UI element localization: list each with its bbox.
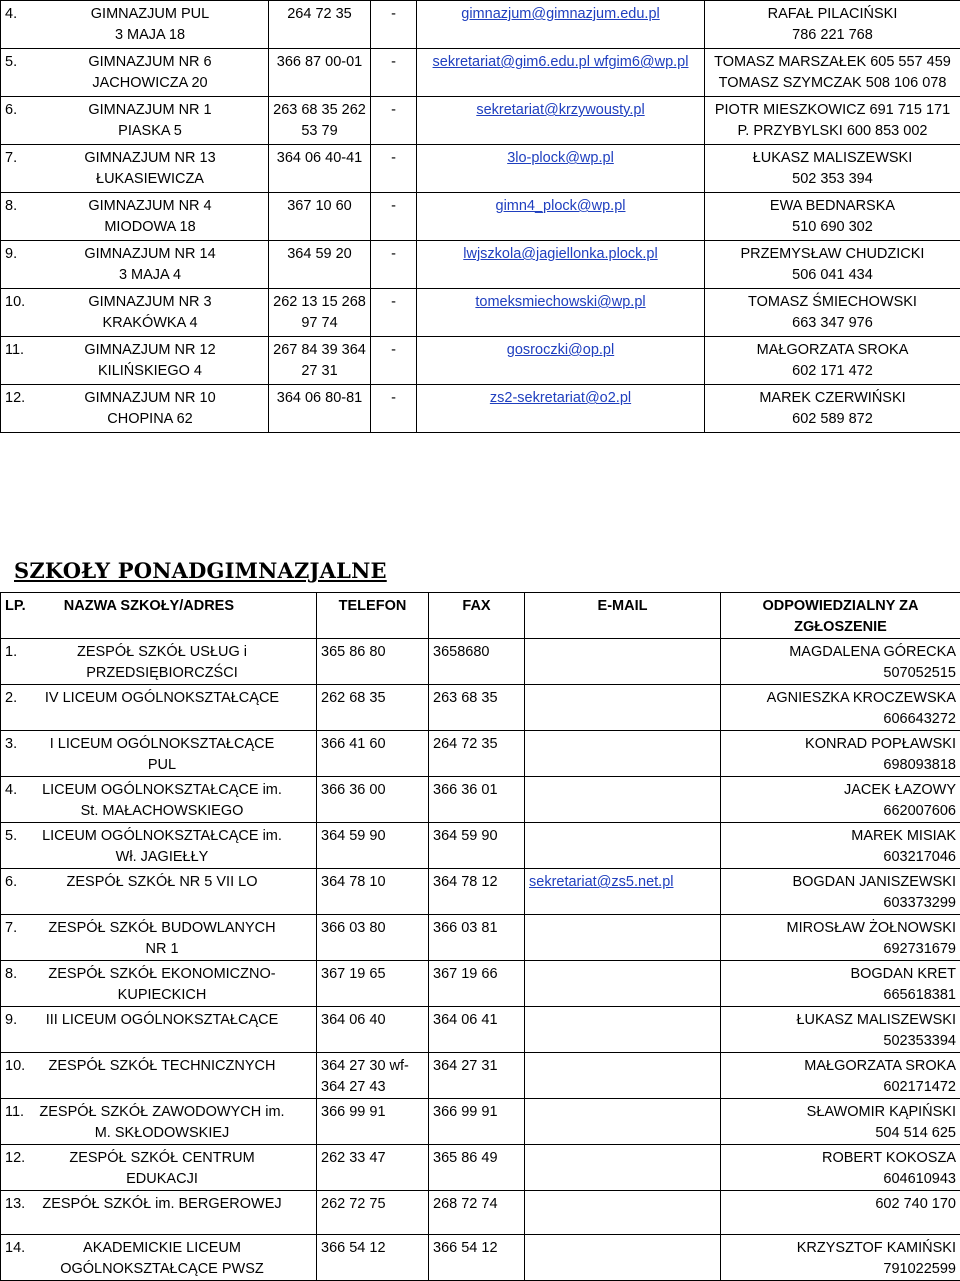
responsible-person: 602 740 170 — [875, 1196, 956, 1212]
school-address: KRAKÓWKA 4 — [102, 315, 197, 331]
school-name-block — [37, 826, 287, 868]
szkola-row — [1, 731, 960, 777]
school-cell — [1, 1007, 317, 1053]
gimnazjum-row — [1, 193, 960, 241]
phone-cell: 366 99 91 — [317, 1099, 429, 1145]
gimnazjum-row — [1, 49, 960, 97]
responsible-person: KONRAD POPŁAWSKI — [805, 736, 956, 752]
szkola-row — [1, 1235, 960, 1281]
person-cell — [721, 823, 960, 869]
email-cell — [417, 193, 705, 241]
email-link[interactable]: sekretariat@zs5.net.pl — [529, 874, 673, 890]
szkola-row — [1, 1099, 960, 1145]
email-cell — [525, 1145, 721, 1191]
responsible-phone: 502353394 — [883, 1033, 956, 1049]
school-name: I LICEUM OGÓLNOKSZTAŁCĄCE PUL — [50, 736, 275, 773]
school-address: CHOPINA 62 — [107, 411, 192, 427]
school-name-block — [45, 100, 255, 142]
responsible-person: SŁAWOMIR KĄPIŃSKI — [807, 1104, 956, 1120]
school-name: GIMNAZJUM NR 1 — [88, 102, 211, 118]
school-address: ŁUKASIEWICZA — [96, 171, 204, 187]
responsible-phone: 698093818 — [883, 757, 956, 773]
szkola-row — [1, 1053, 960, 1099]
responsible-phone: 603373299 — [883, 895, 956, 911]
email-link[interactable]: gimn4_plock@wp.pl — [496, 198, 626, 214]
email-cell — [525, 961, 721, 1007]
email-cell — [525, 1191, 721, 1235]
phone-cell: 364 06 40-41 — [269, 145, 371, 193]
school-name: ZESPÓŁ SZKÓŁ EKONOMICZNO-KUPIECKICH — [48, 966, 275, 1003]
email-cell — [525, 731, 721, 777]
email-cell — [525, 639, 721, 685]
email-cell — [417, 1, 705, 49]
fax-cell: - — [371, 145, 417, 193]
school-name-block — [37, 918, 287, 960]
responsible-person: MAREK MISIAK — [851, 828, 956, 844]
school-name-block — [37, 1238, 287, 1280]
fax-cell: 263 68 35 — [429, 685, 525, 731]
responsible-phone: 692731679 — [883, 941, 956, 957]
responsible-person: AGNIESZKA KROCZEWSKA — [767, 690, 956, 706]
school-cell — [1, 1099, 317, 1145]
szkola-row — [1, 869, 960, 915]
school-name: ZESPÓŁ SZKÓŁ USŁUG i PRZEDSIĘBIORCZŚCI — [77, 644, 247, 681]
person-cell — [705, 49, 960, 97]
responsible-person: ŁUKASZ MALISZEWSKI — [753, 150, 913, 166]
gimnazjum-row — [1, 289, 960, 337]
responsible-person: MAŁGORZATA SROKA — [804, 1058, 956, 1074]
email-link[interactable]: sekretariat@krzywousty.pl — [476, 102, 644, 118]
email-link[interactable]: zs2-sekretariat@o2.pl — [490, 390, 631, 406]
responsible-person: JACEK ŁAZOWY — [844, 782, 956, 798]
email-link[interactable]: gimnazjum@gimnazjum.edu.pl — [461, 6, 659, 22]
school-name-block — [45, 196, 255, 238]
person-cell — [721, 961, 960, 1007]
phone-cell: 264 72 35 — [269, 1, 371, 49]
gimnazjum-row — [1, 241, 960, 289]
person-cell — [705, 289, 960, 337]
gimnazjum-row — [1, 145, 960, 193]
phone-cell: 364 06 40 — [317, 1007, 429, 1053]
person-cell — [721, 1007, 960, 1053]
fax-cell: - — [371, 241, 417, 289]
szkola-row — [1, 777, 960, 823]
school-cell — [1, 1191, 317, 1235]
szkola-row — [1, 915, 960, 961]
responsible-person: BOGDAN KRET — [850, 966, 956, 982]
school-cell — [1, 869, 317, 915]
person-cell — [721, 1191, 960, 1235]
email-link[interactable]: tomeksmiechowski@wp.pl — [475, 294, 645, 310]
phone-cell: 364 78 10 — [317, 869, 429, 915]
person-cell — [705, 193, 960, 241]
row-number: 2. — [5, 688, 27, 709]
email-cell — [525, 1235, 721, 1281]
gimnazjum-row — [1, 97, 960, 145]
person-cell — [705, 1, 960, 49]
email-cell — [525, 823, 721, 869]
responsible-phone: 504 514 625 — [875, 1125, 956, 1141]
school-cell — [1, 1235, 317, 1281]
row-number: 4. — [5, 4, 27, 25]
person-cell — [721, 1099, 960, 1145]
responsible-person: MAGDALENA GÓRECKA — [789, 644, 956, 660]
school-name: GIMNAZJUM NR 3 — [88, 294, 211, 310]
phone-cell: 364 59 90 — [317, 823, 429, 869]
school-name: IV LICEUM OGÓLNOKSZTAŁCĄCE — [45, 690, 279, 706]
row-number: 14. — [5, 1238, 27, 1259]
header-tel: TELEFON — [317, 593, 429, 639]
school-name: ZESPÓŁ SZKÓŁ im. BERGEROWEJ — [42, 1196, 281, 1212]
phone-cell: 366 54 12 — [317, 1235, 429, 1281]
school-name: AKADEMICKIE LICEUM OGÓLNOKSZTAŁCĄCE PWSZ — [60, 1240, 264, 1277]
row-number: 4. — [5, 780, 27, 801]
gimnazjum-row — [1, 337, 960, 385]
person-cell — [705, 337, 960, 385]
school-name: GIMNAZJUM NR 4 — [88, 198, 211, 214]
school-cell — [1, 961, 317, 1007]
person-cell — [721, 731, 960, 777]
school-cell — [1, 241, 269, 289]
school-cell — [1, 1, 269, 49]
school-name: ZESPÓŁ SZKÓŁ NR 5 VII LO — [67, 874, 258, 890]
row-number: 11. — [5, 340, 27, 361]
school-name: LICEUM OGÓLNOKSZTAŁCĄCE im. St. MAŁACHOWSKIEGO — [42, 782, 282, 819]
email-cell — [417, 241, 705, 289]
school-cell — [1, 685, 317, 731]
fax-cell: 264 72 35 — [429, 731, 525, 777]
responsible-phone: 602 589 872 — [792, 411, 873, 427]
email-link[interactable]: sekretariat@gim6.edu.pl wfgim6@wp.pl — [433, 54, 689, 70]
school-name-block — [37, 642, 287, 684]
email-cell — [417, 385, 705, 433]
person-cell — [705, 385, 960, 433]
fax-cell: 364 06 41 — [429, 1007, 525, 1053]
email-cell — [417, 145, 705, 193]
email-cell — [417, 337, 705, 385]
person-cell — [721, 777, 960, 823]
school-address: 3 MAJA 18 — [115, 27, 185, 43]
school-name-block — [37, 1102, 287, 1144]
person-cell — [721, 869, 960, 915]
fax-cell: - — [371, 337, 417, 385]
school-address: KILIŃSKIEGO 4 — [98, 363, 202, 379]
fax-cell: 367 19 66 — [429, 961, 525, 1007]
header-row — [1, 593, 960, 639]
responsible-phone: 604610943 — [883, 1171, 956, 1187]
phone-cell: 262 68 35 — [317, 685, 429, 731]
responsible-phone: 606643272 — [883, 711, 956, 727]
person-cell — [705, 241, 960, 289]
row-number: 8. — [5, 196, 27, 217]
school-name: ZESPÓŁ SZKÓŁ CENTRUM EDUKACJI — [69, 1150, 254, 1187]
fax-cell: 366 03 81 — [429, 915, 525, 961]
school-cell — [1, 1145, 317, 1191]
email-cell — [525, 869, 721, 915]
email-cell — [417, 97, 705, 145]
fax-cell: 364 59 90 — [429, 823, 525, 869]
fax-cell: 364 78 12 — [429, 869, 525, 915]
row-number: 6. — [5, 100, 27, 121]
fax-cell: 366 54 12 — [429, 1235, 525, 1281]
school-address: JACHOWICZA 20 — [92, 75, 207, 91]
row-number: 7. — [5, 918, 27, 939]
school-cell — [1, 145, 269, 193]
school-name-block — [37, 1010, 287, 1031]
person-cell — [721, 1145, 960, 1191]
email-link[interactable]: lwjszkola@jagiellonka.plock.pl — [463, 246, 657, 262]
school-cell — [1, 97, 269, 145]
responsible-phone: 602171472 — [883, 1079, 956, 1095]
row-number: 13. — [5, 1194, 27, 1215]
phone-cell: 367 10 60 — [269, 193, 371, 241]
row-number: 12. — [5, 388, 27, 409]
school-name: GIMNAZJUM NR 13 — [84, 150, 215, 166]
phone-cell: 365 86 80 — [317, 639, 429, 685]
row-number: 6. — [5, 872, 27, 893]
phone-cell: 366 36 00 — [317, 777, 429, 823]
phone-cell: 364 06 80-81 — [269, 385, 371, 433]
school-cell — [1, 49, 269, 97]
responsible-person: EWA BEDNARSKA — [770, 198, 895, 214]
school-cell — [1, 915, 317, 961]
school-address: 3 MAJA 4 — [119, 267, 181, 283]
responsible-phone: 510 690 302 — [792, 219, 873, 235]
phone-cell: 364 59 20 — [269, 241, 371, 289]
phone-cell: 364 27 30 wf- 364 27 43 — [317, 1053, 429, 1099]
row-number: 12. — [5, 1148, 27, 1169]
szkola-row — [1, 639, 960, 685]
responsible-phone: 663 347 976 — [792, 315, 873, 331]
phone-cell: 267 84 39 364 27 31 — [269, 337, 371, 385]
school-name: GIMNAZJUM NR 10 — [84, 390, 215, 406]
phone-cell: 366 03 80 — [317, 915, 429, 961]
header-lp-name — [1, 593, 317, 639]
row-number: 5. — [5, 52, 27, 73]
school-cell — [1, 823, 317, 869]
school-name: ZESPÓŁ SZKÓŁ ZAWODOWYCH im. M. SKŁODOWSKIEJ — [39, 1104, 284, 1141]
responsible-person: ŁUKASZ MALISZEWSKI — [796, 1012, 956, 1028]
responsible-phone: 506 041 434 — [792, 267, 873, 283]
school-cell — [1, 385, 269, 433]
szkola-row — [1, 823, 960, 869]
fax-cell: 366 99 91 — [429, 1099, 525, 1145]
school-name-block — [37, 964, 287, 1006]
responsible-phone: 786 221 768 — [792, 27, 873, 43]
email-cell — [417, 49, 705, 97]
school-cell — [1, 337, 269, 385]
ponadgimnazjalne-table — [0, 592, 960, 1281]
row-number: 8. — [5, 964, 27, 985]
school-cell — [1, 289, 269, 337]
szkola-row — [1, 1145, 960, 1191]
fax-cell: - — [371, 97, 417, 145]
school-address: MIODOWA 18 — [104, 219, 195, 235]
gimnazja-table — [0, 0, 960, 433]
phone-cell: 262 72 75 — [317, 1191, 429, 1235]
fax-cell: - — [371, 289, 417, 337]
school-cell — [1, 1053, 317, 1099]
school-name-block — [37, 688, 287, 709]
school-name-block — [45, 340, 255, 382]
row-number: 1. — [5, 642, 27, 663]
person-cell — [721, 685, 960, 731]
gimnazjum-row — [1, 385, 960, 433]
phone-cell: 366 41 60 — [317, 731, 429, 777]
responsible-person: PRZEMYSŁAW CHUDZICKI — [741, 246, 925, 262]
section-title: SZKOŁY PONADGIMNAZJALNE — [14, 558, 387, 583]
row-number: 3. — [5, 734, 27, 755]
school-name: III LICEUM OGÓLNOKSZTAŁCĄCE — [46, 1012, 279, 1028]
phone-cell: 367 19 65 — [317, 961, 429, 1007]
school-name-block — [37, 780, 287, 822]
person-cell — [705, 145, 960, 193]
row-number: 7. — [5, 148, 27, 169]
responsible-person: MIROSŁAW ŻOŁNOWSKI — [787, 920, 956, 936]
school-name-block — [45, 388, 255, 430]
responsible-phone: 665618381 — [883, 987, 956, 1003]
szkola-row — [1, 1007, 960, 1053]
header-lp: LP. — [5, 598, 26, 614]
row-number: 9. — [5, 1010, 27, 1031]
responsible-phone: 791022599 — [883, 1261, 956, 1277]
school-name-block — [45, 148, 255, 190]
school-name-block — [45, 52, 255, 94]
responsible-phone: 502 353 394 — [792, 171, 873, 187]
email-cell — [525, 685, 721, 731]
school-name: GIMNAZJUM PUL — [91, 6, 209, 22]
responsible-person: MAREK CZERWIŃSKI — [759, 390, 905, 406]
school-cell — [1, 193, 269, 241]
email-cell — [417, 289, 705, 337]
responsible-person: ROBERT KOKOSZA — [822, 1150, 956, 1166]
fax-cell: 365 86 49 — [429, 1145, 525, 1191]
person-cell — [721, 915, 960, 961]
responsible-phone: 603217046 — [883, 849, 956, 865]
row-number: 9. — [5, 244, 27, 265]
email-cell — [525, 777, 721, 823]
school-name: LICEUM OGÓLNOKSZTAŁCĄCE im. Wł. JAGIEŁŁY — [42, 828, 282, 865]
phone-cell: 366 87 00-01 — [269, 49, 371, 97]
header-resp: ODPOWIEDZIALNY ZA ZGŁOSZENIE — [721, 593, 960, 639]
responsible-phone: 602 171 472 — [792, 363, 873, 379]
row-number: 5. — [5, 826, 27, 847]
school-name-block — [37, 1148, 287, 1190]
header-fax: FAX — [429, 593, 525, 639]
school-name: ZESPÓŁ SZKÓŁ TECHNICZNYCH — [49, 1058, 276, 1074]
fax-cell: - — [371, 49, 417, 97]
responsible-person: PIOTR MIESZKOWICZ 691 715 171 P. PRZYBYLSKI 600 853 002 — [715, 102, 950, 139]
row-number: 10. — [5, 292, 27, 313]
fax-cell: 366 36 01 — [429, 777, 525, 823]
row-number: 11. — [5, 1102, 27, 1123]
school-name-block — [45, 4, 255, 46]
person-cell — [705, 97, 960, 145]
responsible-phone: 507052515 — [883, 665, 956, 681]
school-name: GIMNAZJUM NR 14 — [84, 246, 215, 262]
responsible-phone: 662007606 — [883, 803, 956, 819]
email-cell — [525, 1099, 721, 1145]
email-cell — [525, 915, 721, 961]
responsible-person: TOMASZ MARSZAŁEK 605 557 459 TOMASZ SZYMCZAK 508 106 078 — [714, 54, 951, 91]
responsible-person: KRZYSZTOF KAMIŃSKI — [797, 1240, 956, 1256]
phone-cell: 263 68 35 262 53 79 — [269, 97, 371, 145]
fax-cell: 364 27 31 — [429, 1053, 525, 1099]
school-name-block — [37, 872, 287, 893]
responsible-person: RAFAŁ PILACIŃSKI — [768, 6, 898, 22]
responsible-person: TOMASZ ŚMIECHOWSKI — [748, 294, 917, 310]
fax-cell: - — [371, 385, 417, 433]
school-name: GIMNAZJUM NR 6 — [88, 54, 211, 70]
responsible-person: MAŁGORZATA SROKA — [757, 342, 909, 358]
school-cell — [1, 777, 317, 823]
email-cell — [525, 1053, 721, 1099]
school-address: PIASKA 5 — [118, 123, 182, 139]
fax-cell: - — [371, 193, 417, 241]
fax-cell: 3658680 — [429, 639, 525, 685]
header-email: E-MAIL — [525, 593, 721, 639]
school-name: GIMNAZJUM NR 12 — [84, 342, 215, 358]
school-name-block — [37, 734, 287, 776]
szkola-row — [1, 1191, 960, 1235]
szkola-row — [1, 685, 960, 731]
header-name: NAZWA SZKOŁY/ADRES — [64, 598, 234, 614]
fax-cell: 268 72 74 — [429, 1191, 525, 1235]
email-link[interactable]: gosroczki@op.pl — [507, 342, 614, 358]
school-name-block — [37, 1056, 287, 1077]
phone-cell: 262 33 47 — [317, 1145, 429, 1191]
gimnazjum-row — [1, 1, 960, 49]
row-number: 10. — [5, 1056, 27, 1077]
fax-cell: - — [371, 1, 417, 49]
email-link[interactable]: 3lo-plock@wp.pl — [507, 150, 614, 166]
school-name: ZESPÓŁ SZKÓŁ BUDOWLANYCH NR 1 — [48, 920, 275, 957]
person-cell — [721, 1235, 960, 1281]
school-cell — [1, 639, 317, 685]
person-cell — [721, 639, 960, 685]
email-cell — [525, 1007, 721, 1053]
school-name-block — [45, 244, 255, 286]
school-name-block — [37, 1194, 287, 1215]
phone-cell: 262 13 15 268 97 74 — [269, 289, 371, 337]
responsible-person: BOGDAN JANISZEWSKI — [792, 874, 956, 890]
school-cell — [1, 731, 317, 777]
school-name-block — [45, 292, 255, 334]
szkola-row — [1, 961, 960, 1007]
person-cell — [721, 1053, 960, 1099]
